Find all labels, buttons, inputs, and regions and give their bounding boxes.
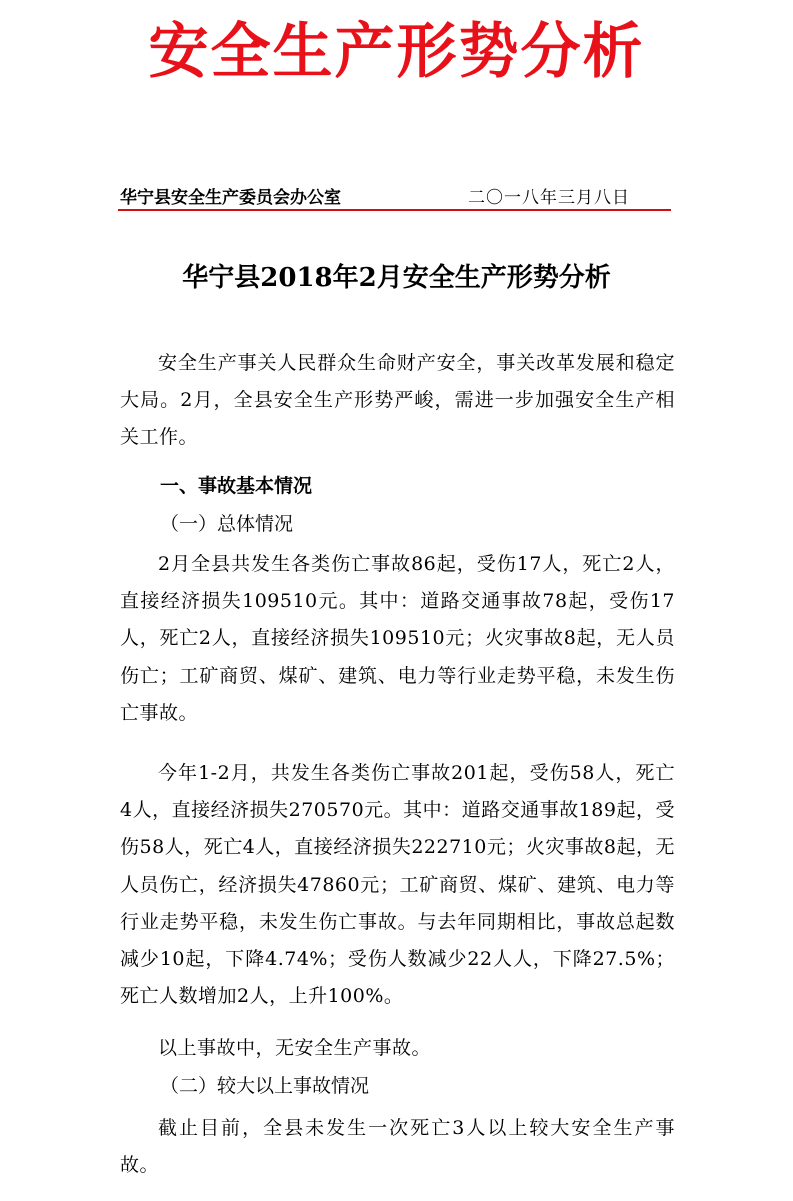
intro-paragraph: 安全生产事关人民群众生命财产安全，事关改革发展和稳定大局。2月，全县安全生产形势严峻，需进一步加强安全生产相关工作。	[120, 352, 675, 449]
paragraph-no-safety-accident: 以上事故中，无安全生产事故。	[158, 1037, 432, 1059]
paragraph-major-accidents: 截止目前，全县未发生一次死亡3人以上较大安全生产事故。	[120, 1117, 675, 1177]
header-divider	[118, 209, 671, 211]
paragraph-year-to-date: 今年1-2月，共发生各类伤亡事故201起，受伤58人，死亡4人，直接经济损失270570元。其中：道路交通事故189起，受伤58人，死亡4人，直接经济损失222710元；火灾事故8起，无人员伤亡，经济损失47860元；工矿商贸、煤矿、建筑、电力等行业走势平稳，未发生伤亡事故。与去年同期相比，事故总起数减少10起，下降4.74%；受伤人数减少22人人，下降27.5%；死亡人数增加2人，上升100%。	[120, 762, 675, 1008]
issue-date: 二〇一八年三月八日	[468, 188, 630, 208]
section-heading-accidents: 一、事故基本情况	[160, 475, 313, 497]
paragraph-february: 2月全县共发生各类伤亡事故86起，受伤17人，死亡2人，直接经济损失109510元。其中：道路交通事故78起，受伤17人，死亡2人，直接经济损失109510元；火灾事故8起，无人员伤亡；工矿商贸、煤矿、建筑、电力等行业走势平稳，未发生伤亡事故。	[120, 553, 675, 724]
masthead-title: 安全生产形势分析	[148, 17, 645, 87]
issuer-row	[120, 186, 670, 210]
issuer-office: 华宁县安全生产委员会办公室	[120, 188, 341, 208]
subsection-heading-major: （二）较大以上事故情况	[160, 1075, 370, 1097]
subsection-heading-overall: （一）总体情况	[160, 513, 294, 535]
document-title: 华宁县2018年2月安全生产形势分析	[182, 263, 611, 293]
